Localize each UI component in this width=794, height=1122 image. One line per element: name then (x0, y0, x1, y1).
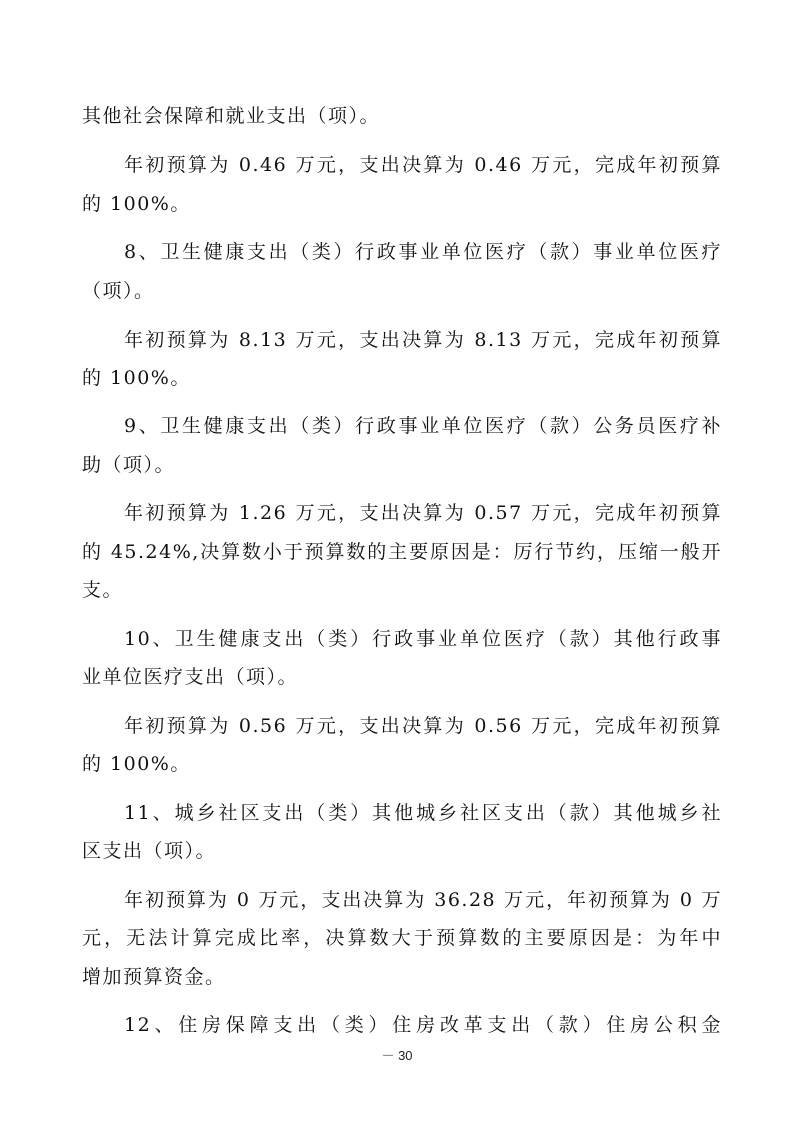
text-line: 年初预算为 8.13 万元，支出决算为 8.13 万元，完成年初预算 (124, 329, 722, 351)
text-line: 年初预算为 0.46 万元，支出决算为 0.46 万元，完成年初预算 (124, 154, 722, 176)
text-line: 区支出（项）。 (82, 840, 217, 862)
text-line: 的 100%。 (82, 367, 191, 389)
text-line: 助（项）。 (82, 454, 176, 476)
text-line: 11、城乡社区支出（类）其他城乡社区支出（款）其他城乡社 (124, 802, 722, 824)
text-line: 元，无法计算完成比率，决算数大于预算数的主要原因是：为年中 (82, 927, 722, 949)
page-number: － 30 (381, 1048, 413, 1063)
text-line: 增加预算资金。 (82, 966, 226, 988)
text-line: 9、卫生健康支出（类）行政事业单位医疗（款）公务员医疗补 (124, 415, 722, 437)
text-line: 支。 (82, 579, 124, 601)
text-line: 年初预算为 0 万元，支出决算为 36.28 万元，年初预算为 0 万 (124, 889, 722, 911)
text-line: 12、住房保障支出（类）住房改革支出（款）住房公积金 (124, 1014, 722, 1036)
text-line: 的 45.24%,决算数小于预算数的主要原因是：厉行节约，压缩一般开 (82, 541, 722, 563)
text-line: 年初预算为 1.26 万元，支出决算为 0.57 万元，完成年初预算 (124, 502, 722, 524)
text-line: 8、卫生健康支出（类）行政事业单位医疗（款）事业单位医疗 (124, 241, 722, 263)
text-line: 的 100%。 (82, 753, 191, 775)
text-line: 的 100%。 (82, 193, 191, 215)
text-line: 其他社会保障和就业支出（项）。 (82, 105, 381, 127)
text-line: 年初预算为 0.56 万元，支出决算为 0.56 万元，完成年初预算 (124, 715, 722, 737)
text-line: 10、卫生健康支出（类）行政事业单位医疗（款）其他行政事 (124, 628, 722, 650)
text-line: 业单位医疗支出（项）。 (82, 666, 299, 688)
text-line: （项）。 (82, 280, 155, 302)
